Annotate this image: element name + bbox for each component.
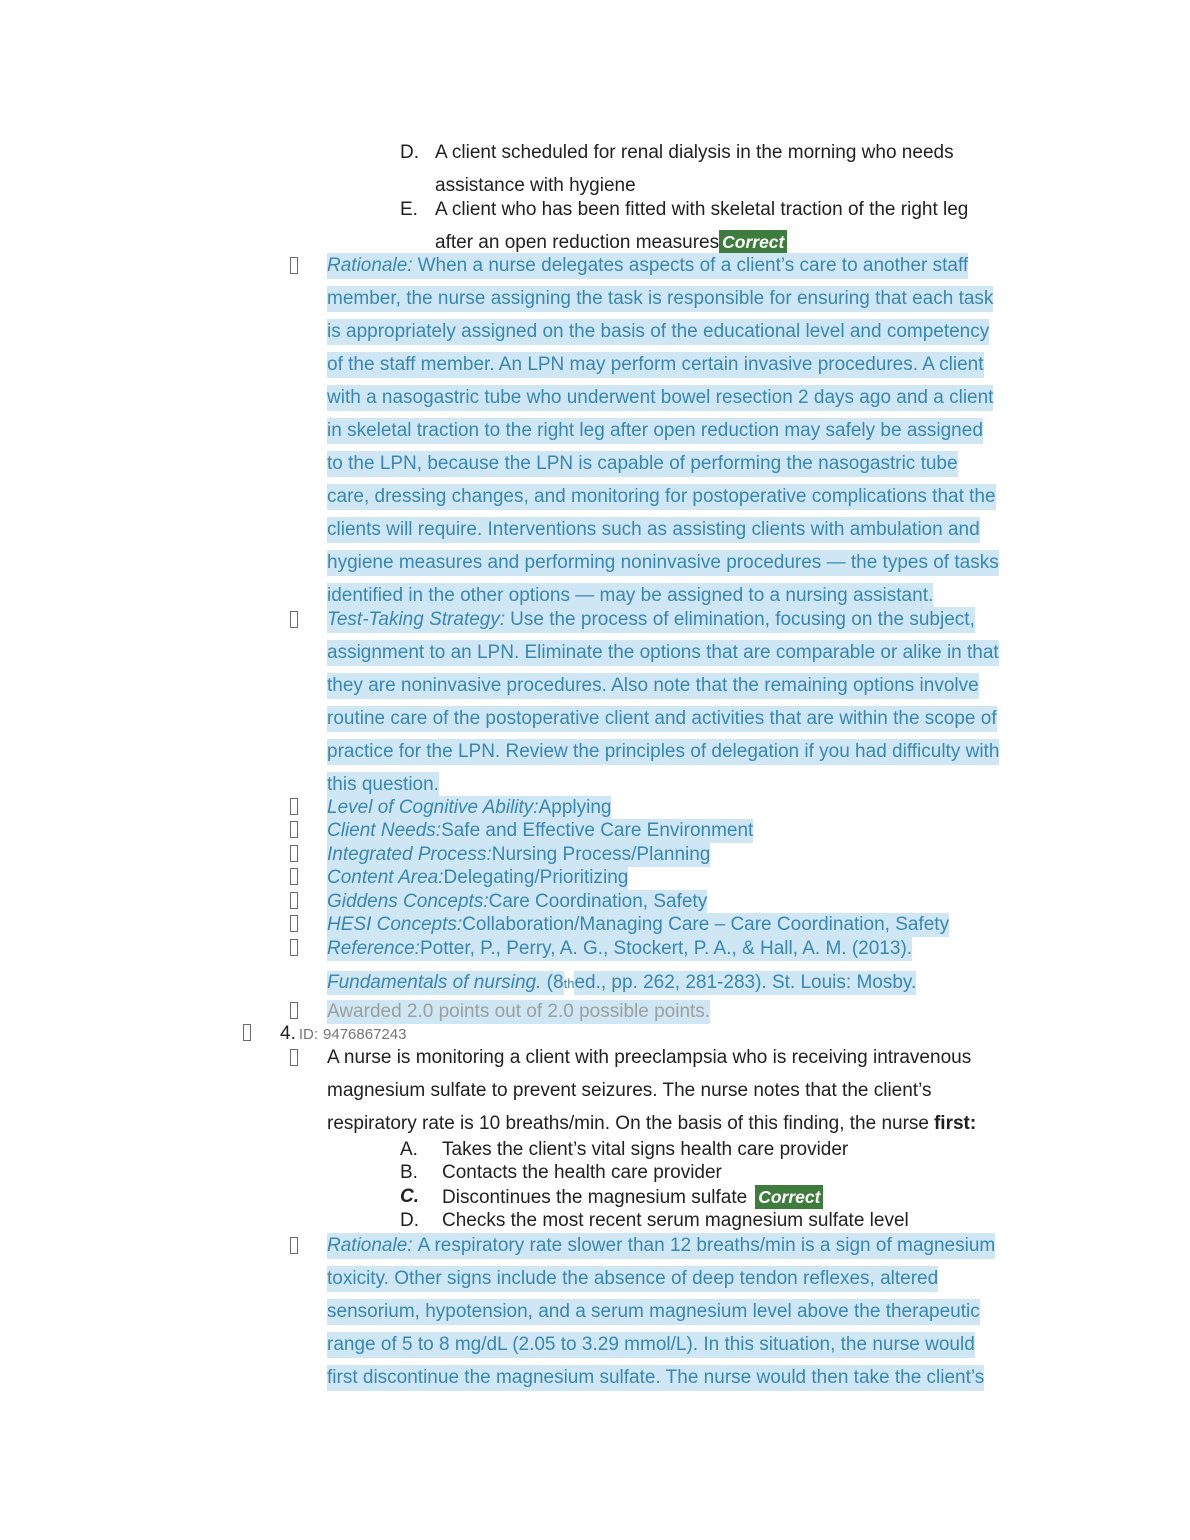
reference-item: [243, 937, 1190, 996]
bullet-placeholder-icon: [290, 915, 298, 932]
attribute-label: Level of Cognitive Ability:: [327, 796, 539, 818]
option-row-b: [243, 1161, 1190, 1185]
reference-citation-line2: Fundamentals of nursing. (8thed., pp. 262, 281-283). St. Louis: Mosby.: [327, 971, 917, 993]
option-text: Checks the most recent serum magnesium sulfate level: [442, 1210, 909, 1232]
option-letter: E.: [400, 198, 418, 220]
attribute-value: Safe and Effective Care Environment: [441, 820, 754, 842]
attribute-hesi-concepts: [243, 913, 1190, 937]
bullet-placeholder-icon: [290, 868, 298, 885]
rationale-item: [243, 249, 1190, 612]
bullet-placeholder-icon: [290, 1002, 298, 1019]
attribute-value: Delegating/Prioritizing: [443, 867, 629, 889]
option-text: Discontinues the magnesium sulfate Correct: [442, 1185, 1190, 1210]
reference-label: Reference:: [327, 937, 420, 959]
option-row-a: [243, 1138, 1190, 1162]
option-text: Takes the client’s vital signs health care provider: [442, 1138, 849, 1160]
attribute-label: Client Needs:: [327, 820, 442, 842]
option-letter: B.: [400, 1162, 418, 1184]
attribute-label: HESI Concepts:: [327, 914, 463, 936]
attribute-label: Giddens Concepts:: [327, 890, 489, 912]
test-taking-strategy-item: [243, 603, 1190, 801]
attribute-value: Applying: [538, 796, 612, 818]
bullet-placeholder-icon: [290, 1237, 298, 1254]
question-id-value: 9476867243: [323, 1025, 407, 1043]
reference-citation: Potter, P., Perry, A. G., Stockert, P. A., & Hall, A. M. (2013).: [419, 937, 913, 959]
attribute-value: Care Coordination, Safety: [488, 890, 708, 912]
rationale-item-q4: [243, 1229, 1190, 1394]
awarded-points-item: [243, 1000, 1190, 1024]
option-letter: C.: [400, 1185, 419, 1207]
bullet-placeholder-icon: [290, 821, 298, 838]
option-letter: D.: [400, 142, 419, 163]
attribute-value: Nursing Process/Planning: [491, 843, 711, 865]
bullet-placeholder-icon: [290, 798, 298, 815]
option-letter: D.: [400, 1210, 419, 1232]
bullet-placeholder-icon: [290, 611, 298, 628]
question-number: 4.: [280, 1022, 296, 1044]
bullet-placeholder-icon: [290, 892, 298, 909]
attribute-value: Collaboration/Managing Care – Care Coordination, Safety: [462, 914, 950, 936]
awarded-points-text: Awarded 2.0 points out of 2.0 possible points.: [327, 1000, 711, 1022]
question-stem-emphasis: first:: [933, 1113, 977, 1134]
attribute-label: Integrated Process:: [327, 843, 492, 865]
attribute-label: Content Area:: [327, 867, 444, 889]
attribute-integrated-process: [243, 843, 1190, 867]
option-letter: A.: [400, 1138, 418, 1160]
bullet-placeholder-icon: [290, 845, 298, 862]
correct-badge: Correct: [755, 1185, 823, 1209]
correct-badge: Correct: [719, 230, 787, 254]
attribute-content-area: [243, 866, 1190, 890]
question-stem-item: [243, 1041, 1190, 1140]
question-stem-text: A nurse is monitoring a client with preeclampsia who is receiving intravenous magnesium sulfate to prevent seizures. The nurse notes that the client’s respiratory rate is 10 breaths/min. On the basis of this finding, the nurse first:: [327, 1047, 977, 1134]
rationale-text: Rationale: When a nurse delegates aspects of a client’s care to another staff member, the nurse assigning the task is responsible for ensuring that each task is appropriately assigned on the basis of the educational level and competency of the staff member. An LPN may perform certain invasive procedures. A client with a nasogastric tube who underwent bowel resection 2 days ago and a client in skeletal traction to the right leg after open reduction may safely be assigned to the LPN, because the LPN is capable of performing the nasogastric tube care, dressing changes, and monitoring for postoperative complications that the clients will require. Interventions such as assisting clients with ambulation and hygiene measures and performing noninvasive procedures — the types of tasks identified in the other options — may be assigned to a nursing assistant.: [327, 249, 1190, 612]
attribute-cognitive-ability: [243, 796, 1190, 820]
test-taking-strategy-text: Test-Taking Strategy: Use the process of elimination, focusing on the subject, assignment to an LPN. Eliminate the options that are comparable or alike in that they are noninvasive procedures. Also note that the remaining options involve routine care of the postoperative client and activities that are within the scope of practice for the LPN. Review the principles of delegation if you had difficulty with this question.: [327, 603, 1190, 801]
test-taking-strategy-label: Test-Taking Strategy:: [327, 607, 510, 633]
bullet-placeholder-icon: [290, 939, 298, 956]
bullet-placeholder-icon: [290, 257, 298, 274]
rationale-label: Rationale:: [327, 253, 418, 279]
bullet-placeholder-icon: [243, 1024, 251, 1041]
rationale-text: Rationale: A respiratory rate slower than 12 breaths/min is a sign of magnesium toxicity. Other signs include the absence of deep tendon reflexes, altered sensorium, hypotension, and a serum magnesium level above the therapeutic range of 5 to 8 mg/dL (2.05 to 3.29 mmol/L). In this situation, the nurse would first discontinue the magnesium sulfate. The nurse would then take the client’s: [327, 1229, 1190, 1394]
option-text: A client who has been fitted with skeletal traction of the right leg after an open reduction measures Correct: [435, 198, 969, 253]
option-row-c: [243, 1185, 1190, 1210]
attribute-giddens-concepts: [243, 890, 1190, 914]
attribute-client-needs: [243, 819, 1190, 843]
bullet-placeholder-icon: [290, 1049, 298, 1066]
option-text: A client scheduled for renal dialysis in the morning who needs assistance with hygiene: [435, 142, 954, 196]
reference-book-title: Fundamentals of nursing.: [327, 971, 542, 993]
question-id-label: ID:: [298, 1025, 319, 1043]
reference-edition-ordinal: th: [563, 975, 575, 991]
option-text: Contacts the health care provider: [442, 1162, 722, 1184]
rationale-label: Rationale:: [327, 1233, 418, 1259]
